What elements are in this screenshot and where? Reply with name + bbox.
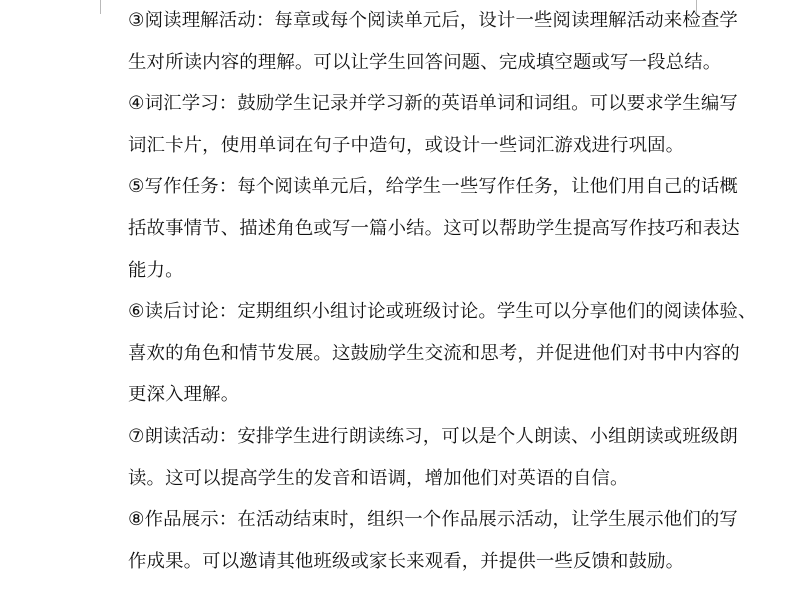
text-line: 读。这可以提高学生的发音和语调，增加他们对英语的自信。: [128, 467, 629, 489]
paragraph-writing-task: [128, 166, 740, 291]
text-line: 作成果。可以邀请其他班级或家长来观看，并提供一些反馈和鼓励。: [128, 550, 685, 572]
text-line: ⑥读后讨论：定期组织小组讨论或班级讨论。学生可以分享他们的阅读体验、: [128, 301, 757, 323]
paragraph-showcase: [128, 499, 738, 582]
document-body: [128, 0, 757, 600]
paragraph-reading-comprehension: [128, 0, 738, 83]
text-line: ④词汇学习：鼓励学生记录并学习新的英语单词和词组。可以要求学生编写: [128, 93, 738, 115]
text-line: 括故事情节、描述角色或写一篇小结。这可以帮助学生提高写作技巧和表达: [128, 217, 740, 239]
paragraph-vocabulary: [128, 83, 738, 166]
paragraph-discussion: [128, 291, 757, 416]
text-line: 生对所读内容的理解。可以让学生回答问题、完成填空题或写一段总结。: [128, 51, 722, 73]
text-line: ⑦朗读活动：安排学生进行朗读练习，可以是个人朗读、小组朗读或班级朗: [128, 425, 738, 447]
paragraph-reading-aloud: [128, 416, 738, 499]
text-line: 能力。: [128, 259, 184, 281]
left-margin-line: [100, 0, 101, 14]
text-line: 更深入理解。: [128, 384, 240, 406]
text-line: 词汇卡片，使用单词在句子中造句，或设计一些词汇游戏进行巩固。: [128, 134, 685, 156]
text-line: ③阅读理解活动：每章或每个阅读单元后，设计一些阅读理解活动来检查学: [128, 10, 738, 31]
text-line: ⑧作品展示：在活动结束时，组织一个作品展示活动，让学生展示他们的写: [128, 509, 738, 531]
text-line: ⑤写作任务：每个阅读单元后，给学生一些写作任务，让他们用自己的话概: [128, 176, 738, 198]
text-line: 喜欢的角色和情节发展。这鼓励学生交流和思考，并促进他们对书中内容的: [128, 342, 740, 364]
